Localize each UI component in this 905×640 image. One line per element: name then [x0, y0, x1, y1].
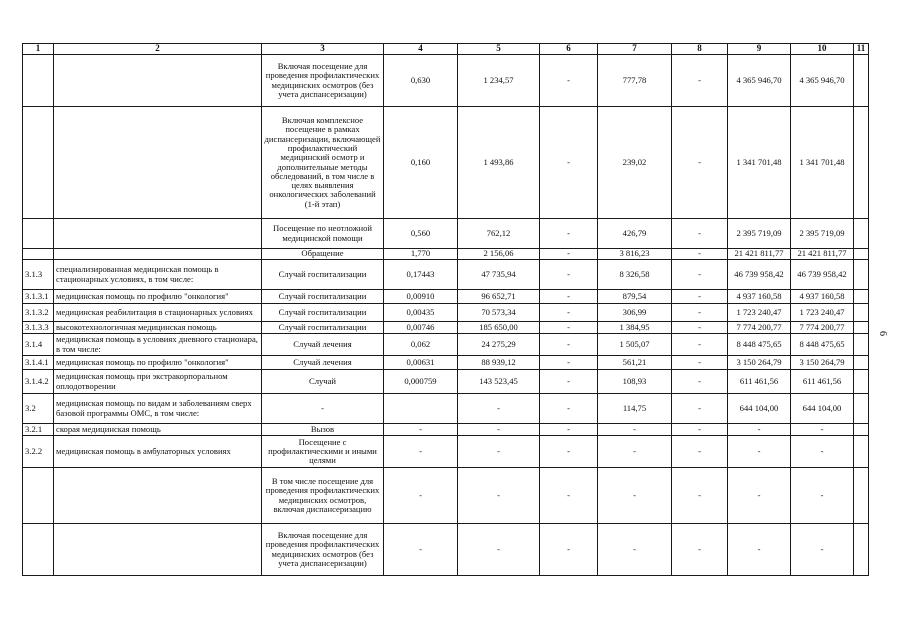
header-cell: 6: [540, 44, 598, 55]
table-cell-col-11: [854, 370, 869, 394]
table-cell-col-3: В том числе посещение для проведения профилактических медицинских осмотров, включая диспансеризацию: [262, 468, 384, 524]
table-cell-col-2: [54, 219, 262, 249]
table-row: [23, 107, 869, 219]
table-cell-col-4: 0,560: [384, 219, 458, 249]
table-cell-col-1: 3.1.3.3: [23, 322, 54, 334]
page-number: 6: [877, 331, 888, 336]
table-row: [23, 290, 869, 304]
table-cell-col-11: [854, 304, 869, 322]
table-cell-col-9: -: [728, 468, 791, 524]
table-cell-col-9: 4 937 160,58: [728, 290, 791, 304]
table-cell-col-3: Обращение: [262, 249, 384, 260]
table-cell-col-10: 4 365 946,70: [791, 55, 854, 107]
table-cell-col-4: 1,770: [384, 249, 458, 260]
table-cell-col-3: Случай госпитализации: [262, 304, 384, 322]
table-cell-col-8: -: [672, 290, 728, 304]
table-cell-col-9: 8 448 475,65: [728, 334, 791, 356]
table-cell-col-10: -: [791, 468, 854, 524]
table-cell-col-8: -: [672, 370, 728, 394]
table-cell-col-4: 0,17443: [384, 260, 458, 290]
table-cell-col-1: 3.1.3.1: [23, 290, 54, 304]
table-cell-col-7: 306,99: [598, 304, 672, 322]
table-cell-col-6: -: [540, 107, 598, 219]
table-cell-col-9: 4 365 946,70: [728, 55, 791, 107]
table-cell-col-9: -: [728, 524, 791, 576]
table-cell-col-2: высокотехнологичная медицинская помощь: [54, 322, 262, 334]
table-cell-col-5: 47 735,94: [458, 260, 540, 290]
table-cell-col-4: 0,160: [384, 107, 458, 219]
table-cell-col-8: -: [672, 304, 728, 322]
table-cell-col-8: -: [672, 107, 728, 219]
table-cell-col-5: 70 573,34: [458, 304, 540, 322]
table-cell-col-7: 777,78: [598, 55, 672, 107]
table-cell-col-3: Посещение по неотложной медицинской помощи: [262, 219, 384, 249]
table-cell-col-2: медицинская помощь по профилю "онкология": [54, 290, 262, 304]
table-cell-col-5: 88 939,12: [458, 356, 540, 370]
table-cell-col-7: 561,21: [598, 356, 672, 370]
table-cell-col-4: 0,00910: [384, 290, 458, 304]
table-cell-col-4: -: [384, 436, 458, 468]
table-cell-col-2: медицинская помощь при экстракорпоральном оплодотворении: [54, 370, 262, 394]
table-cell-col-3: Включая комплексное посещение в рамках диспансеризации, включающей профилактический медицинский осмотр и дополнительные методы обследований, в том числе в целях выявления онкологических заболеваний (1-й этап): [262, 107, 384, 219]
header-cell: 1: [23, 44, 54, 55]
table-cell-col-4: -: [384, 424, 458, 436]
table-row: [23, 249, 869, 260]
table-row: [23, 370, 869, 394]
table-cell-col-11: [854, 468, 869, 524]
table-cell-col-1: [23, 55, 54, 107]
table-cell-col-8: -: [672, 334, 728, 356]
table-cell-col-5: 24 275,29: [458, 334, 540, 356]
table-row: [23, 219, 869, 249]
table-cell-col-3: Случай лечения: [262, 334, 384, 356]
table-cell-col-7: 426,79: [598, 219, 672, 249]
table-cell-col-9: 644 104,00: [728, 394, 791, 424]
table-cell-col-1: 3.2.1: [23, 424, 54, 436]
table-cell-col-6: -: [540, 334, 598, 356]
table-cell-col-3: -: [262, 394, 384, 424]
table-cell-col-6: -: [540, 524, 598, 576]
header-cell: 3: [262, 44, 384, 55]
table-cell-col-10: -: [791, 436, 854, 468]
table-cell-col-6: -: [540, 436, 598, 468]
table-cell-col-11: [854, 219, 869, 249]
table-cell-col-11: [854, 260, 869, 290]
table-cell-col-1: 3.1.3.2: [23, 304, 54, 322]
table-cell-col-4: 0,00631: [384, 356, 458, 370]
table-cell-col-5: 185 650,00: [458, 322, 540, 334]
table-cell-col-10: 1 341 701,48: [791, 107, 854, 219]
table-cell-col-7: 3 816,23: [598, 249, 672, 260]
table-row: [23, 55, 869, 107]
table-cell-col-11: [854, 249, 869, 260]
table-cell-col-4: [384, 394, 458, 424]
table-cell-col-9: 7 774 200,77: [728, 322, 791, 334]
table-cell-col-10: 644 104,00: [791, 394, 854, 424]
table-cell-col-5: -: [458, 436, 540, 468]
table-cell-col-10: 3 150 264,79: [791, 356, 854, 370]
table-cell-col-6: -: [540, 260, 598, 290]
table-cell-col-2: [54, 107, 262, 219]
table-cell-col-11: [854, 436, 869, 468]
table-cell-col-6: -: [540, 468, 598, 524]
table-cell-col-11: [854, 394, 869, 424]
table-row: [23, 356, 869, 370]
table-cell-col-6: -: [540, 219, 598, 249]
table-cell-col-7: 114,75: [598, 394, 672, 424]
table-cell-col-9: 1 723 240,47: [728, 304, 791, 322]
table-cell-col-9: 1 341 701,48: [728, 107, 791, 219]
table-cell-col-5: 96 652,71: [458, 290, 540, 304]
table-cell-col-3: Случай: [262, 370, 384, 394]
table-cell-col-4: -: [384, 524, 458, 576]
table-cell-col-6: -: [540, 394, 598, 424]
table-cell-col-11: [854, 524, 869, 576]
table-cell-col-3: Случай госпитализации: [262, 322, 384, 334]
table-cell-col-8: -: [672, 55, 728, 107]
table-cell-col-5: -: [458, 394, 540, 424]
header-cell: 7: [598, 44, 672, 55]
table-cell-col-6: -: [540, 304, 598, 322]
table-row: [23, 304, 869, 322]
table-cell-col-1: 3.1.4.1: [23, 356, 54, 370]
table-cell-col-5: 1 234,57: [458, 55, 540, 107]
table-cell-col-1: [23, 468, 54, 524]
table-cell-col-1: 3.1.4: [23, 334, 54, 356]
header-cell: 4: [384, 44, 458, 55]
table-cell-col-5: 143 523,45: [458, 370, 540, 394]
table-row: [23, 424, 869, 436]
table-row: [23, 436, 869, 468]
table-cell-col-9: 611 461,56: [728, 370, 791, 394]
table-cell-col-11: [854, 55, 869, 107]
table-cell-col-10: 1 723 240,47: [791, 304, 854, 322]
table-cell-col-5: -: [458, 424, 540, 436]
table-cell-col-8: -: [672, 524, 728, 576]
table-cell-col-4: -: [384, 468, 458, 524]
table-row: [23, 394, 869, 424]
table-cell-col-9: 3 150 264,79: [728, 356, 791, 370]
table-cell-col-7: 1 505,07: [598, 334, 672, 356]
table-cell-col-4: 0,000759: [384, 370, 458, 394]
table-cell-col-5: 2 156,06: [458, 249, 540, 260]
table-cell-col-7: 108,93: [598, 370, 672, 394]
table-cell-col-6: -: [540, 290, 598, 304]
table-cell-col-3: Случай лечения: [262, 356, 384, 370]
table-cell-col-2: специализированная медицинская помощь в стационарных условиях, в том числе:: [54, 260, 262, 290]
table-cell-col-10: 7 774 200,77: [791, 322, 854, 334]
header-cell: 11: [854, 44, 869, 55]
table-cell-col-1: 3.2.2: [23, 436, 54, 468]
table-cell-col-7: 239,02: [598, 107, 672, 219]
table-cell-col-8: -: [672, 436, 728, 468]
table-cell-col-2: медицинская помощь по профилю "онкология": [54, 356, 262, 370]
table-cell-col-10: 8 448 475,65: [791, 334, 854, 356]
table-cell-col-3: Посещение с профилактическими и иными целями: [262, 436, 384, 468]
table-cell-col-2: [54, 468, 262, 524]
header-cell: 9: [728, 44, 791, 55]
table-cell-col-4: 0,062: [384, 334, 458, 356]
table-cell-col-4: 0,630: [384, 55, 458, 107]
table-cell-col-11: [854, 424, 869, 436]
table-cell-col-9: -: [728, 436, 791, 468]
table-cell-col-8: -: [672, 249, 728, 260]
table-cell-col-8: -: [672, 424, 728, 436]
table-cell-col-6: -: [540, 322, 598, 334]
table-cell-col-3: Вызов: [262, 424, 384, 436]
table-cell-col-11: [854, 107, 869, 219]
header-cell: 8: [672, 44, 728, 55]
table-cell-col-2: [54, 249, 262, 260]
table-cell-col-10: -: [791, 524, 854, 576]
table-cell-col-6: -: [540, 370, 598, 394]
table-cell-col-6: -: [540, 356, 598, 370]
table-cell-col-2: медицинская реабилитация в стационарных условиях: [54, 304, 262, 322]
table-cell-col-1: 3.2: [23, 394, 54, 424]
header-cell: 2: [54, 44, 262, 55]
header-cell: 10: [791, 44, 854, 55]
table-cell-col-2: медицинская помощь в амбулаторных условиях: [54, 436, 262, 468]
table-cell-col-2: скорая медицинская помощь: [54, 424, 262, 436]
header-cell: 5: [458, 44, 540, 55]
table-cell-col-7: 8 326,58: [598, 260, 672, 290]
table-cell-col-5: -: [458, 468, 540, 524]
table-cell-col-6: -: [540, 424, 598, 436]
table-row: [23, 322, 869, 334]
table-cell-col-6: -: [540, 249, 598, 260]
table-cell-col-8: -: [672, 260, 728, 290]
table-row: [23, 524, 869, 576]
table-cell-col-8: -: [672, 219, 728, 249]
table-cell-col-10: 46 739 958,42: [791, 260, 854, 290]
table-cell-col-9: 2 395 719,09: [728, 219, 791, 249]
table-cell-col-8: -: [672, 356, 728, 370]
table-cell-col-7: -: [598, 524, 672, 576]
table-row: [23, 468, 869, 524]
table-cell-col-1: [23, 524, 54, 576]
header-row: [23, 44, 869, 55]
table-cell-col-3: Случай госпитализации: [262, 260, 384, 290]
table-cell-col-1: [23, 219, 54, 249]
table-cell-col-4: 0,00746: [384, 322, 458, 334]
table-cell-col-11: [854, 356, 869, 370]
table-cell-col-6: -: [540, 55, 598, 107]
table-cell-col-2: медицинская помощь по видам и заболеваниям сверх базовой программы ОМС, в том числе:: [54, 394, 262, 424]
table-cell-col-9: -: [728, 424, 791, 436]
table-row: [23, 260, 869, 290]
table-cell-col-10: 2 395 719,09: [791, 219, 854, 249]
table-cell-col-8: -: [672, 322, 728, 334]
table-cell-col-4: 0,00435: [384, 304, 458, 322]
table-cell-col-11: [854, 290, 869, 304]
table-cell-col-5: 1 493,86: [458, 107, 540, 219]
table-cell-col-8: -: [672, 394, 728, 424]
table-cell-col-3: Включая посещение для проведения профилактических медицинских осмотров (без учета диспансеризации): [262, 524, 384, 576]
table-cell-col-11: [854, 322, 869, 334]
table-cell-col-2: [54, 55, 262, 107]
table-cell-col-1: [23, 107, 54, 219]
table-row: [23, 334, 869, 356]
table-cell-col-1: 3.1.4.2: [23, 370, 54, 394]
table-cell-col-7: 879,54: [598, 290, 672, 304]
table-cell-col-3: Включая посещение для проведения профилактических медицинских осмотров (без учета диспансеризации): [262, 55, 384, 107]
table-cell-col-10: 611 461,56: [791, 370, 854, 394]
table-cell-col-11: [854, 334, 869, 356]
table-cell-col-1: 3.1.3: [23, 260, 54, 290]
table-cell-col-7: 1 384,95: [598, 322, 672, 334]
table-cell-col-7: -: [598, 424, 672, 436]
table-cell-col-9: 21 421 811,77: [728, 249, 791, 260]
table-cell-col-9: 46 739 958,42: [728, 260, 791, 290]
financing-table: [22, 43, 869, 576]
table-cell-col-2: медицинская помощь в условиях дневного стационара, в том числе:: [54, 334, 262, 356]
table-cell-col-2: [54, 524, 262, 576]
table-cell-col-7: -: [598, 468, 672, 524]
table-cell-col-5: 762,12: [458, 219, 540, 249]
table-cell-col-5: -: [458, 524, 540, 576]
table-cell-col-8: -: [672, 468, 728, 524]
table-cell-col-10: 21 421 811,77: [791, 249, 854, 260]
table-cell-col-1: [23, 249, 54, 260]
table-cell-col-7: -: [598, 436, 672, 468]
table-cell-col-10: -: [791, 424, 854, 436]
table-cell-col-10: 4 937 160,58: [791, 290, 854, 304]
table-cell-col-3: Случай госпитализации: [262, 290, 384, 304]
